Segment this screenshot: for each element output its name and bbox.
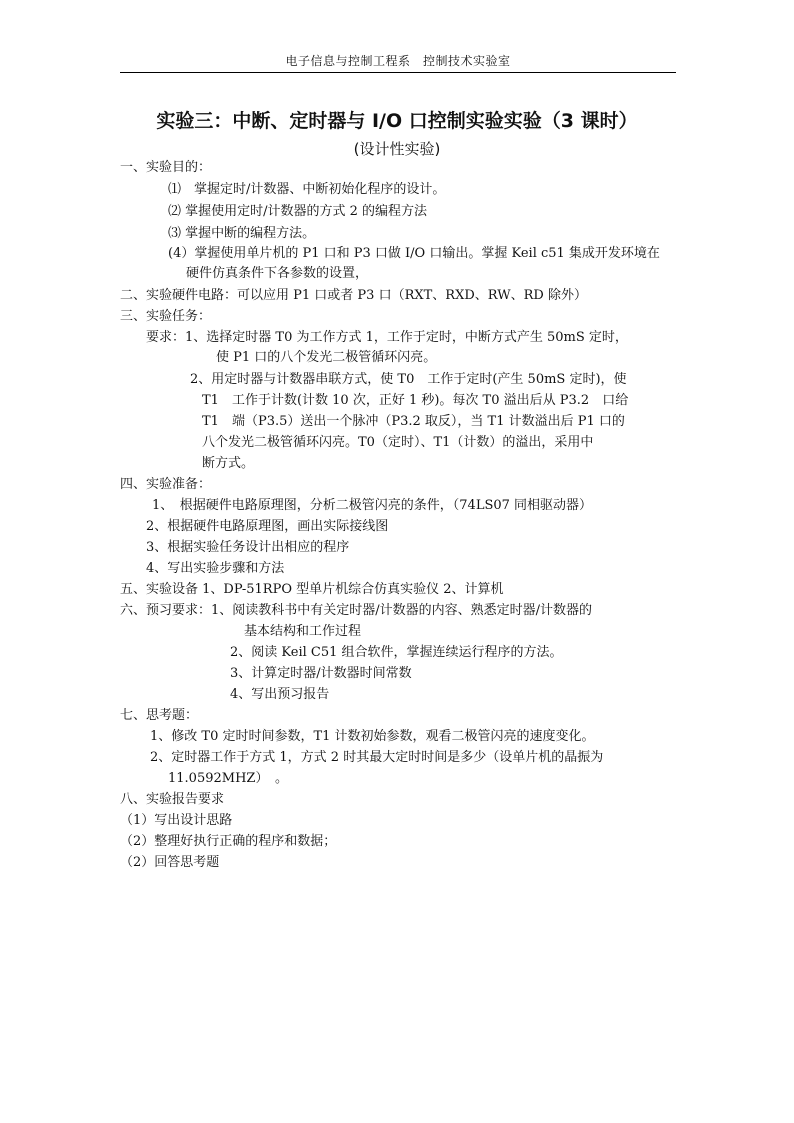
text-line: 4、写出实验步骤和方法: [146, 561, 285, 576]
text-line: T1 工作于计数(计数 10 次，正好 1 秒)。每次 T0 溢出后从 P3.2 口给: [202, 393, 629, 408]
section-heading: 五、实验设备 1、DP-51RPO 型单片机综合仿真实验仪 2、计算机: [120, 582, 504, 597]
section-heading: 六、预习要求：1、阅读教科书中有关定时器/计数器的内容、熟悉定时器/计数器的: [120, 603, 593, 618]
text-line: ⑵ 掌握使用定时/计数器的方式 2 的编程方法: [168, 204, 428, 219]
section-heading: 一、实验目的：: [120, 160, 212, 175]
text-line: 八个发光二极管循环闪亮。T0（定时）、T1（计数）的溢出，采用中: [202, 435, 594, 450]
text-line: ⑶ 掌握中断的编程方法。: [168, 226, 316, 241]
section-heading: 三、实验任务：: [120, 309, 212, 324]
text-line: 断方式。: [202, 456, 255, 471]
page-subtitle: (设计性实验): [353, 140, 441, 158]
text-line: ⑴ 掌握定时/计数器、中断初始化程序的设计。: [168, 182, 446, 197]
text-line: T1 端（P3.5）送出一个脉冲（P3.2 取反），当 T1 计数溢出后 P1 口的: [202, 414, 625, 429]
text-line: 3、计算定时器/计数器时间常数: [230, 666, 412, 681]
text-line: 4、写出预习报告: [230, 687, 330, 702]
section-heading: 二、实验硬件电路：可以应用 P1 口或者 P3 口（RXT、RXD、RW、RD 除外）: [120, 288, 587, 303]
text-line: 2、阅读 Keil C51 组合软件，掌握连续运行程序的方法。: [230, 645, 563, 660]
section-heading: 七、思考题：: [120, 708, 199, 723]
text-line: 2、用定时器与计数器串联方式，使 T0 工作于定时(产生 50mS 定时)，使: [190, 372, 627, 387]
text-line: 1、 根据硬件电路原理图，分析二极管闪亮的条件，（74LS07 同相驱动器）: [152, 498, 593, 513]
text-line: 3、根据实验任务设计出相应的程序: [146, 540, 350, 555]
text-line: 1、修改 T0 定时时间参数，T1 计数初始参数，观看二极管闪亮的速度变化。: [150, 729, 595, 744]
text-line: （2）回答思考题: [120, 855, 220, 870]
text-line: 硬件仿真条件下各参数的设置，: [186, 266, 369, 281]
section-heading: 八、实验报告要求: [120, 792, 225, 807]
text-line: 使 P1 口的八个发光二极管循环闪亮。: [216, 350, 437, 365]
text-line: 要求：1、选择定时器 T0 为工作方式 1，工作于定时，中断方式产生 50mS 定时，: [146, 330, 628, 345]
page-header: 电子信息与控制工程系 控制技术实验室: [120, 52, 676, 73]
text-line: 2、根据硬件电路原理图，画出实际接线图: [146, 519, 389, 534]
text-line: 11.0592MHZ） 。: [168, 771, 288, 786]
text-line: （1）写出设计思路: [120, 813, 233, 828]
text-line: (4）掌握使用单片机的 P1 口和 P3 口做 I/O 口输出。掌握 Keil c51 集成开发环境在: [168, 246, 660, 261]
text-line: （2）整理好执行正确的程序和数据；: [120, 834, 337, 849]
text-line: 2、定时器工作于方式 1，方式 2 时其最大定时时间是多少（设单片机的晶振为: [150, 750, 604, 765]
page-title: 实验三：中断、定时器与 I/O 口控制实验实验（3 课时）: [156, 110, 638, 132]
section-heading: 四、实验准备：: [120, 477, 212, 492]
text-line: 基本结构和工作过程: [244, 624, 362, 639]
